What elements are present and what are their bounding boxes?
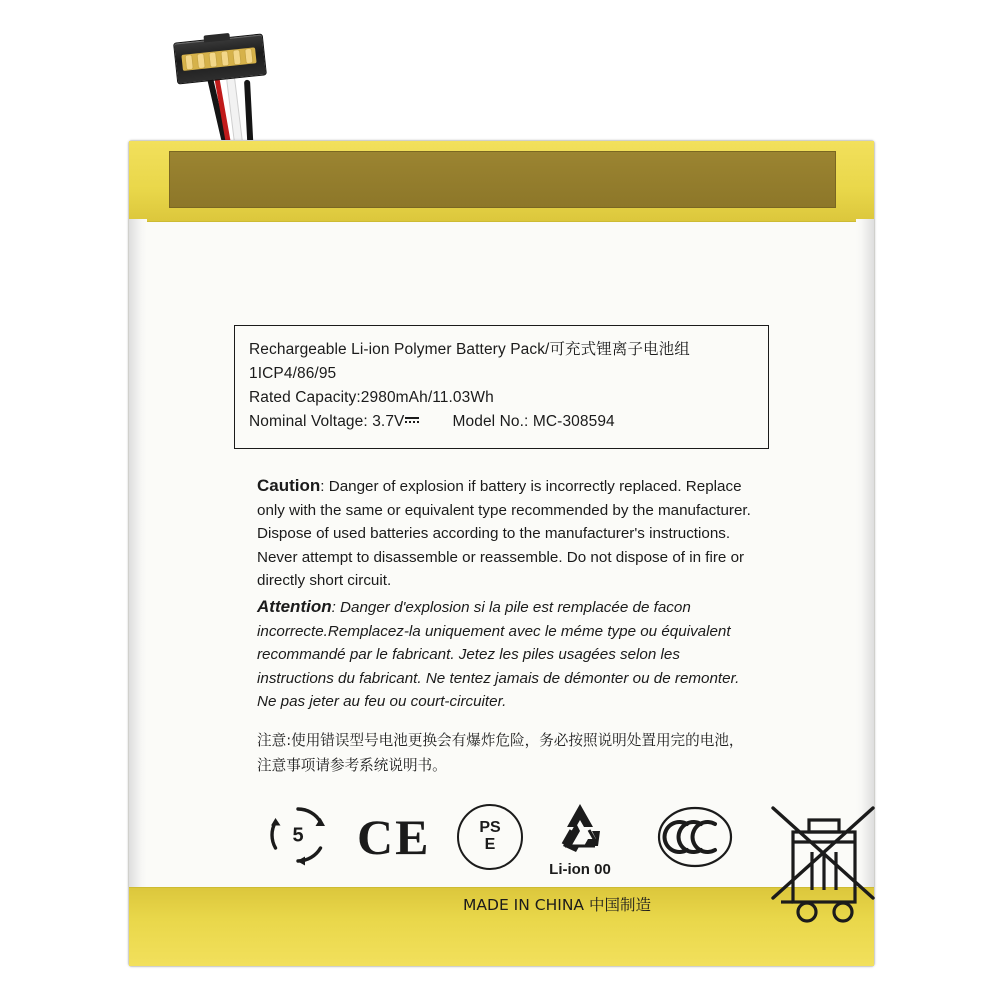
certification-symbol-row: [257, 786, 857, 896]
ce-mark: CE: [357, 809, 431, 865]
caution-lead: Caution: [257, 476, 321, 495]
connector-pin: [245, 49, 252, 64]
connector-pin: [185, 55, 192, 70]
connector-pin: [197, 54, 204, 69]
cell-code: 1ICP4/86/95: [249, 365, 337, 383]
pse-mark: [457, 804, 523, 870]
caution-body: : Danger of explosion if battery is incorrectly replaced. Replace only with the same or equivalent type recommended by the manufacturer. Dispose of used batteries according to the manufacturer's instructions. Never attempt to disassemble or reassemble. Do not dispose of in fire or directly short circuit.: [257, 478, 751, 589]
connector-pin-strip: [181, 47, 256, 71]
pse-bottom-text: E: [484, 836, 496, 853]
ccc-mark: [657, 806, 733, 873]
chinese-warning-paragraph: 注意:使用错误型号电池更换会有爆炸危险，务必按照说明处置用完的电池，注意事项请参考系统说明书。: [257, 732, 744, 774]
rated-capacity-row: [249, 386, 754, 410]
battery-top-band: [129, 141, 874, 222]
li-ion-label: Li-ion 00: [549, 861, 611, 878]
wire-black-right: [244, 80, 253, 144]
attention-body: : Danger d'explosion si la pile est remplacée de facon incorrecte.Remplacez-la uniquement avec le méme type ou équivalent recommandé par le fabricant. Jetez les piles usagées selon les instructions du fabricant. Ne tentez jamais de démonter ou de remonter. Ne pas jeter au feu ou court-circuiter.: [257, 599, 740, 710]
specification-box: [234, 325, 769, 449]
rated-capacity-value: 2980mAh/11.03Wh: [360, 389, 494, 407]
model-label: Model No.:: [452, 413, 529, 431]
connector-pin: [209, 52, 216, 67]
li-ion-recycle-symbol: [535, 800, 625, 878]
battery-left-edge: [129, 219, 147, 890]
warning-text-block: [257, 473, 757, 781]
nominal-voltage-label: Nominal Voltage:: [249, 413, 368, 431]
recycle-5-symbol: [267, 786, 329, 866]
made-in-label: MADE IN CHINA 中国制造: [463, 896, 651, 914]
model-value: MC-308594: [532, 413, 615, 431]
product-title: Rechargeable Li-ion Polymer Battery Pack/可充式锂离子电池组: [249, 341, 690, 358]
connector-latch: [203, 33, 230, 43]
attention-paragraph: [257, 594, 757, 713]
battery-top-foil-strip: [169, 151, 836, 208]
rated-capacity-label: Rated Capacity:: [249, 389, 361, 407]
mobius-loop-icon: [551, 800, 609, 854]
connector-pin: [233, 50, 240, 65]
recycle-arrows-icon: [267, 804, 329, 866]
battery-body: [128, 140, 875, 967]
caution-paragraph: [257, 473, 757, 592]
dc-current-icon: [405, 416, 419, 427]
voltage-model-row: [249, 410, 754, 434]
nominal-voltage-value: 3.7V: [372, 413, 405, 431]
pse-top-text: PS: [479, 819, 501, 837]
recycle-number: 5: [292, 824, 304, 847]
battery-connector: [173, 33, 267, 84]
attention-lead: Attention: [257, 597, 332, 616]
connector-pin: [221, 51, 228, 66]
